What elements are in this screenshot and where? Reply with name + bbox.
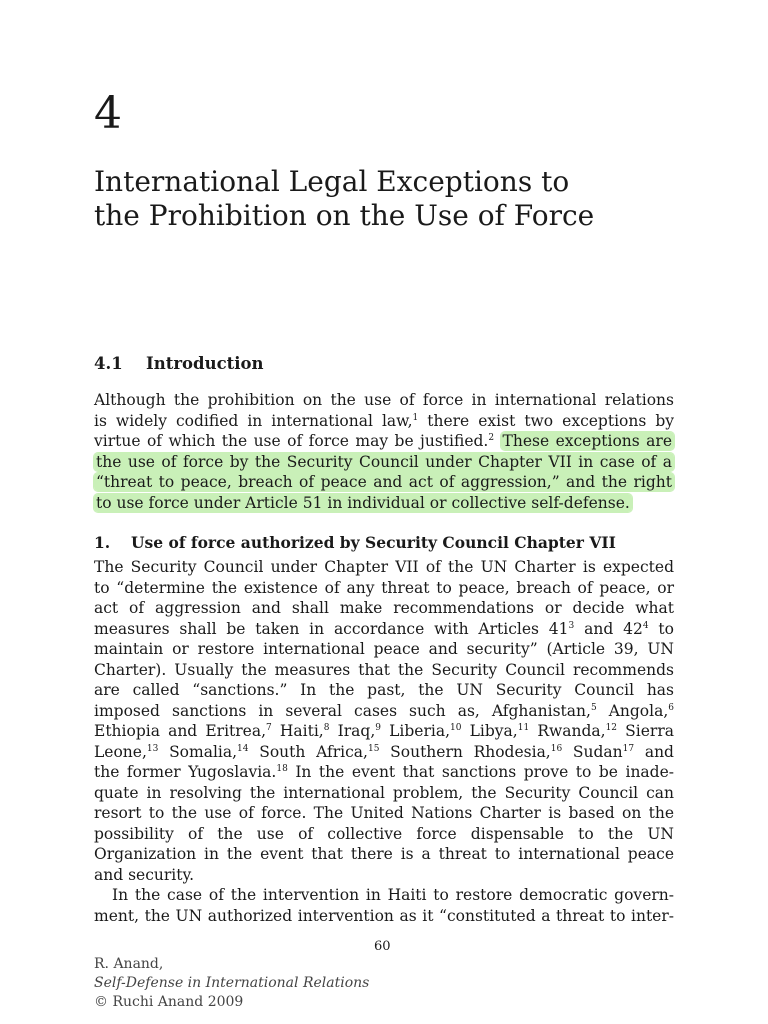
footnote-ref[interactable]: 11 xyxy=(517,723,530,733)
text-line xyxy=(94,472,674,493)
body-paragraph xyxy=(94,557,674,885)
text-line: are called “sanctions.” In the past, the UN Security Council has xyxy=(94,681,674,699)
text-line: and security. xyxy=(94,865,195,884)
footnote-ref[interactable]: 13 xyxy=(146,743,159,754)
haiti-paragraph xyxy=(94,885,674,926)
highlighted-text[interactable]: to use force under Article 51 in individual or collective self-defense. xyxy=(96,493,630,512)
highlighted-text[interactable]: “threat to peace, breach of peace and act of aggression,” and the right xyxy=(96,473,672,491)
footnote-ref[interactable]: 18 xyxy=(276,764,288,774)
footnote-ref[interactable]: 16 xyxy=(550,743,563,754)
footnote-ref[interactable]: 5 xyxy=(590,702,597,713)
subsection-heading xyxy=(94,533,616,552)
copyright-footer xyxy=(94,955,369,1012)
section-title: Introduction xyxy=(146,354,264,373)
text-line: Charter). Usually the measures that the Security Council recommends xyxy=(94,660,674,679)
footnote-ref[interactable]: 3 xyxy=(568,620,575,631)
text-line: Leone,$^{13}$ Somalia,$^{14}$ South Africa,$^{15}$ Southern Rhodesia,$^{16}$ Sudan$^{17}$ and xyxy=(94,742,674,761)
text-line: to “determine the existence of any threat to peace, breach of peace, or xyxy=(94,578,674,597)
footnote-ref[interactable]: 6 xyxy=(668,702,674,713)
chapter-title-line-1: International Legal Exceptions to xyxy=(94,164,570,198)
text-line: quate in resolving the international problem, the Security Council can xyxy=(94,783,674,802)
chapter-title xyxy=(94,165,714,233)
footnote-ref[interactable]: 15 xyxy=(367,743,380,754)
text-line: resort to the use of force. The United Nations Charter is based on the xyxy=(94,804,674,822)
text-line: Although the prohibition on the use of force in international relations xyxy=(94,391,674,409)
book-title: Self-Defense in International Relations xyxy=(94,975,370,991)
text-line: ment, the UN authorized intervention as it “constituted a threat to inter- xyxy=(94,906,674,925)
footnote-ref[interactable]: 12 xyxy=(605,723,618,733)
copyright-line: © Ruchi Anand 2009 xyxy=(94,994,244,1010)
footnote-ref[interactable]: 17 xyxy=(622,743,635,754)
footnote-ref[interactable]: 2 xyxy=(488,433,495,443)
text-line: virtue of which the use of force may be justified.$^2$ These exceptions are xyxy=(94,432,672,450)
text-line: In the case of the intervention in Haiti to restore democratic govern- xyxy=(112,886,674,904)
footnote-ref[interactable]: 7 xyxy=(266,723,272,733)
text-line: maintain or restore international peace and security” (Article 39, UN xyxy=(94,640,674,658)
text-line: act of aggression and shall make recommendations or decide what xyxy=(94,599,674,617)
footnote-ref[interactable]: 14 xyxy=(237,743,249,754)
footnote-ref[interactable]: 8 xyxy=(323,723,330,733)
author-name: R. Anand, xyxy=(94,956,164,972)
text-line: is widely codified in international law,$^1$ there exist two exceptions by xyxy=(94,411,674,430)
footnote-ref[interactable]: 1 xyxy=(412,412,419,423)
text-line xyxy=(94,452,674,473)
text-line: The Security Council under Chapter VII of the UN Charter is expected xyxy=(94,558,674,576)
footnote-ref[interactable]: 9 xyxy=(375,723,381,733)
chapter-title-line-2: the Prohibition on the Use of Force xyxy=(94,198,595,232)
text-line: possibility of the use of collective force dispensable to the UN xyxy=(94,824,674,843)
subsection-title: Use of force authorized by Security Council Chapter VII xyxy=(131,533,616,552)
intro-paragraph xyxy=(94,390,674,513)
text-line: the former Yugoslavia.$^{18}$ In the event that sanctions prove to be inade- xyxy=(94,763,675,781)
text-line xyxy=(94,493,674,514)
highlighted-text[interactable]: These exceptions are xyxy=(502,432,672,450)
chapter-number: 4 xyxy=(94,88,122,139)
subsection-number: 1. xyxy=(94,533,111,552)
section-number: 4.1 xyxy=(94,354,123,373)
footnote-ref[interactable]: 10 xyxy=(450,723,462,733)
text-line: measures shall be taken in accordance with Articles $41^3$ and $42^4$ to xyxy=(94,619,674,638)
section-heading xyxy=(94,354,264,373)
highlighted-text[interactable]: the use of force by the Security Council under Chapter VII in case of a xyxy=(96,452,672,471)
text-line: Ethiopia and Eritrea,$^7$ Haiti,$^8$ Iraq,$^9$ Liberia,$^{10}$ Libya,$^{11}$ Rwanda,$^{12}$ Sierra xyxy=(94,722,674,740)
footnote-ref[interactable]: 4 xyxy=(642,620,649,631)
text-line: Organization in the event that there is a threat to international peace xyxy=(94,845,674,863)
citation-line xyxy=(94,955,369,993)
page-number: 60 xyxy=(374,939,391,954)
text-line: imposed sanctions in several cases such as, Afghanistan,$^5$ Angola,$^6$ xyxy=(94,701,674,720)
